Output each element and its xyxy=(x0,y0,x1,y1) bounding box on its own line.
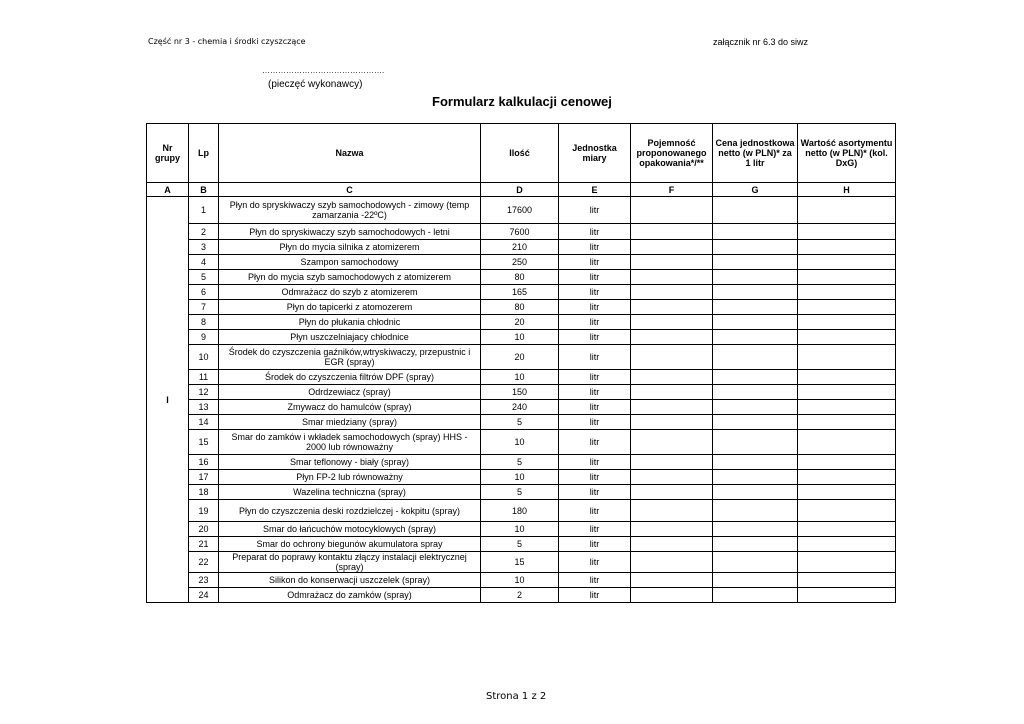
lp-cell: 19 xyxy=(189,500,219,522)
unit-price-cell[interactable] xyxy=(713,470,798,485)
unit-cell: litr xyxy=(559,385,631,400)
qty-cell: 15 xyxy=(481,552,559,573)
lp-cell: 18 xyxy=(189,485,219,500)
table-row xyxy=(147,385,896,400)
value-cell[interactable] xyxy=(798,470,896,485)
group-number-cell: I xyxy=(147,197,189,603)
table-row xyxy=(147,255,896,270)
name-cell: Szampon samochodowy xyxy=(219,255,481,270)
unit-price-cell[interactable] xyxy=(713,370,798,385)
unit-price-cell[interactable] xyxy=(713,522,798,537)
value-cell[interactable] xyxy=(798,485,896,500)
qty-cell: 20 xyxy=(481,345,559,370)
lp-cell: 4 xyxy=(189,255,219,270)
unit-cell: litr xyxy=(559,430,631,455)
unit-cell: litr xyxy=(559,522,631,537)
capacity-cell[interactable] xyxy=(631,270,713,285)
qty-cell: 20 xyxy=(481,315,559,330)
capacity-cell[interactable] xyxy=(631,573,713,588)
name-cell: Odrdzewiacz (spray) xyxy=(219,385,481,400)
capacity-cell[interactable] xyxy=(631,455,713,470)
unit-price-cell[interactable] xyxy=(713,588,798,603)
col-header-lp: Lp xyxy=(189,124,219,183)
table-row xyxy=(147,522,896,537)
lp-cell: 5 xyxy=(189,270,219,285)
lp-cell: 15 xyxy=(189,430,219,455)
name-cell: Zmywacz do hamulców (spray) xyxy=(219,400,481,415)
value-cell[interactable] xyxy=(798,315,896,330)
name-cell: Smar do ochrony biegunów akumulatora spray xyxy=(219,537,481,552)
capacity-cell[interactable] xyxy=(631,430,713,455)
col-header-capacity: Pojemność proponowanego opakowania*/** xyxy=(631,124,713,183)
capacity-cell[interactable] xyxy=(631,537,713,552)
capacity-cell[interactable] xyxy=(631,415,713,430)
lp-cell: 3 xyxy=(189,240,219,255)
unit-cell: litr xyxy=(559,300,631,315)
unit-price-cell[interactable] xyxy=(713,315,798,330)
value-cell[interactable] xyxy=(798,455,896,470)
capacity-cell[interactable] xyxy=(631,345,713,370)
capacity-cell[interactable] xyxy=(631,588,713,603)
capacity-cell[interactable] xyxy=(631,500,713,522)
name-cell: Płyn do płukania chłodnic xyxy=(219,315,481,330)
table-row xyxy=(147,285,896,300)
col-letter: G xyxy=(713,183,798,197)
value-cell[interactable] xyxy=(798,415,896,430)
unit-price-cell[interactable] xyxy=(713,430,798,455)
unit-price-cell[interactable] xyxy=(713,537,798,552)
table-row xyxy=(147,330,896,345)
value-cell[interactable] xyxy=(798,270,896,285)
col-letter: H xyxy=(798,183,896,197)
value-cell[interactable] xyxy=(798,330,896,345)
name-cell: Płyn do mycia silnika z atomizerem xyxy=(219,240,481,255)
table-row xyxy=(147,345,896,370)
name-cell: Płyn do spryskiwaczy szyb samochodowych - letni xyxy=(219,224,481,240)
col-header-unit: Jednostka miary xyxy=(559,124,631,183)
table-row xyxy=(147,485,896,500)
value-cell[interactable] xyxy=(798,255,896,270)
lp-cell: 22 xyxy=(189,552,219,573)
unit-cell: litr xyxy=(559,197,631,224)
value-cell[interactable] xyxy=(798,285,896,300)
lp-cell: 2 xyxy=(189,224,219,240)
capacity-cell[interactable] xyxy=(631,285,713,300)
lp-cell: 14 xyxy=(189,415,219,430)
value-cell[interactable] xyxy=(798,385,896,400)
col-header-group: Nr grupy xyxy=(147,124,189,183)
value-cell[interactable] xyxy=(798,430,896,455)
qty-cell: 80 xyxy=(481,300,559,315)
header-attachment-label: załącznik nr 6.3 do siwz xyxy=(713,37,809,47)
table-row xyxy=(147,573,896,588)
qty-cell: 2 xyxy=(481,588,559,603)
table-row xyxy=(147,270,896,285)
table-row xyxy=(147,537,896,552)
unit-price-cell[interactable] xyxy=(713,345,798,370)
unit-price-cell[interactable] xyxy=(713,552,798,573)
value-cell[interactable] xyxy=(798,300,896,315)
col-letter: D xyxy=(481,183,559,197)
col-letter: E xyxy=(559,183,631,197)
unit-price-cell[interactable] xyxy=(713,400,798,415)
name-cell: Smar do łańcuchów motocyklowych (spray) xyxy=(219,522,481,537)
unit-cell: litr xyxy=(559,345,631,370)
capacity-cell[interactable] xyxy=(631,315,713,330)
stamp-label: (pieczęć wykonawcy) xyxy=(268,79,363,90)
lp-cell: 1 xyxy=(189,197,219,224)
lp-cell: 8 xyxy=(189,315,219,330)
qty-cell: 7600 xyxy=(481,224,559,240)
col-header-price: Cena jednostkowa netto (w PLN)* za 1 litr xyxy=(713,124,798,183)
qty-cell: 240 xyxy=(481,400,559,415)
value-cell[interactable] xyxy=(798,400,896,415)
table-row xyxy=(147,470,896,485)
unit-cell: litr xyxy=(559,315,631,330)
qty-cell: 10 xyxy=(481,522,559,537)
col-header-name: Nazwa xyxy=(219,124,481,183)
qty-cell: 10 xyxy=(481,430,559,455)
capacity-cell[interactable] xyxy=(631,197,713,224)
capacity-cell[interactable] xyxy=(631,485,713,500)
capacity-cell[interactable] xyxy=(631,400,713,415)
value-cell[interactable] xyxy=(798,573,896,588)
col-header-qty: Ilość xyxy=(481,124,559,183)
name-cell: Środek do czyszczenia filtrów DPF (spray) xyxy=(219,370,481,385)
name-cell: Płyn do spryskiwaczy szyb samochodowych - zimowy (temp zamarzania -22ºC) xyxy=(219,197,481,224)
qty-cell: 10 xyxy=(481,573,559,588)
name-cell: Płyn uszczelniajacy chłodnice xyxy=(219,330,481,345)
qty-cell: 10 xyxy=(481,470,559,485)
name-cell: Płyn do mycia szyb samochodowych z atomizerem xyxy=(219,270,481,285)
qty-cell: 250 xyxy=(481,255,559,270)
qty-cell: 80 xyxy=(481,270,559,285)
capacity-cell[interactable] xyxy=(631,240,713,255)
name-cell: Smar teflonowy - biały (spray) xyxy=(219,455,481,470)
unit-cell: litr xyxy=(559,285,631,300)
value-cell[interactable] xyxy=(798,537,896,552)
qty-cell: 5 xyxy=(481,485,559,500)
unit-price-cell[interactable] xyxy=(713,455,798,470)
table-row xyxy=(147,500,896,522)
unit-cell: litr xyxy=(559,415,631,430)
capacity-cell[interactable] xyxy=(631,255,713,270)
unit-price-cell[interactable] xyxy=(713,270,798,285)
capacity-cell[interactable] xyxy=(631,552,713,573)
table-header-row xyxy=(147,124,896,183)
qty-cell: 165 xyxy=(481,285,559,300)
unit-cell: litr xyxy=(559,240,631,255)
unit-cell: litr xyxy=(559,400,631,415)
lp-cell: 21 xyxy=(189,537,219,552)
value-cell[interactable] xyxy=(798,552,896,573)
qty-cell: 150 xyxy=(481,385,559,400)
qty-cell: 5 xyxy=(481,415,559,430)
unit-cell: litr xyxy=(559,455,631,470)
unit-price-cell[interactable] xyxy=(713,330,798,345)
lp-cell: 13 xyxy=(189,400,219,415)
table-row xyxy=(147,552,896,573)
name-cell: Płyn do czyszczenia deski rozdzielczej - kokpitu (spray) xyxy=(219,500,481,522)
qty-cell: 10 xyxy=(481,330,559,345)
lp-cell: 11 xyxy=(189,370,219,385)
table-row xyxy=(147,197,896,224)
name-cell: Płyn do tapicerki z atomozerem xyxy=(219,300,481,315)
page-title: Formularz kalkulacji cenowej xyxy=(432,94,612,109)
column-letters-row xyxy=(147,183,896,197)
value-cell[interactable] xyxy=(798,500,896,522)
name-cell: Smar miedziany (spray) xyxy=(219,415,481,430)
name-cell: Płyn FP-2 lub równoważny xyxy=(219,470,481,485)
unit-cell: litr xyxy=(559,370,631,385)
qty-cell: 5 xyxy=(481,537,559,552)
unit-cell: litr xyxy=(559,537,631,552)
table-row xyxy=(147,224,896,240)
table-body xyxy=(147,197,896,603)
name-cell: Odmrażacz do zamków (spray) xyxy=(219,588,481,603)
unit-price-cell[interactable] xyxy=(713,485,798,500)
table-row xyxy=(147,455,896,470)
lp-cell: 7 xyxy=(189,300,219,315)
unit-cell: litr xyxy=(559,573,631,588)
name-cell: Preparat do poprawy kontaktu złączy instalacji elektrycznej (spray) xyxy=(219,552,481,573)
lp-cell: 9 xyxy=(189,330,219,345)
value-cell[interactable] xyxy=(798,588,896,603)
col-letter: C xyxy=(219,183,481,197)
unit-cell: litr xyxy=(559,270,631,285)
capacity-cell[interactable] xyxy=(631,470,713,485)
unit-cell: litr xyxy=(559,470,631,485)
unit-price-cell[interactable] xyxy=(713,573,798,588)
table-row xyxy=(147,370,896,385)
capacity-cell[interactable] xyxy=(631,385,713,400)
unit-price-cell[interactable] xyxy=(713,197,798,224)
qty-cell: 10 xyxy=(481,370,559,385)
table-row xyxy=(147,588,896,603)
lp-cell: 16 xyxy=(189,455,219,470)
table-row xyxy=(147,300,896,315)
table-row xyxy=(147,415,896,430)
unit-cell: litr xyxy=(559,588,631,603)
unit-price-cell[interactable] xyxy=(713,224,798,240)
value-cell[interactable] xyxy=(798,224,896,240)
calculation-table xyxy=(146,123,896,603)
unit-cell: litr xyxy=(559,500,631,522)
qty-cell: 5 xyxy=(481,455,559,470)
unit-price-cell[interactable] xyxy=(713,415,798,430)
lp-cell: 6 xyxy=(189,285,219,300)
unit-price-cell[interactable] xyxy=(713,300,798,315)
unit-cell: litr xyxy=(559,485,631,500)
capacity-cell[interactable] xyxy=(631,522,713,537)
page-number: Strona 1 z 2 xyxy=(486,691,547,702)
value-cell[interactable] xyxy=(798,240,896,255)
capacity-cell[interactable] xyxy=(631,330,713,345)
col-header-value: Wartość asortymentu netto (w PLN)* (kol. DxG) xyxy=(798,124,896,183)
table-row xyxy=(147,400,896,415)
stamp-dotted-line: ………………………………………. xyxy=(262,66,385,75)
capacity-cell[interactable] xyxy=(631,300,713,315)
table-row xyxy=(147,315,896,330)
col-letter: A xyxy=(147,183,189,197)
unit-price-cell[interactable] xyxy=(713,240,798,255)
unit-price-cell[interactable] xyxy=(713,500,798,522)
unit-price-cell[interactable] xyxy=(713,385,798,400)
capacity-cell[interactable] xyxy=(631,224,713,240)
col-letter: B xyxy=(189,183,219,197)
lp-cell: 17 xyxy=(189,470,219,485)
unit-cell: litr xyxy=(559,255,631,270)
unit-price-cell[interactable] xyxy=(713,255,798,270)
value-cell[interactable] xyxy=(798,197,896,224)
name-cell: Wazelina techniczna (spray) xyxy=(219,485,481,500)
lp-cell: 24 xyxy=(189,588,219,603)
value-cell[interactable] xyxy=(798,522,896,537)
value-cell[interactable] xyxy=(798,345,896,370)
header-part-title: Część nr 3 - chemia i środki czyszczące xyxy=(148,37,306,46)
table-row xyxy=(147,430,896,455)
lp-cell: 20 xyxy=(189,522,219,537)
name-cell: Silikon do konserwacji uszczelek (spray) xyxy=(219,573,481,588)
capacity-cell[interactable] xyxy=(631,370,713,385)
lp-cell: 23 xyxy=(189,573,219,588)
unit-cell: litr xyxy=(559,330,631,345)
name-cell: Środek do czyszczenia gaźników,wtryskiwaczy, przepustnic i EGR (spray) xyxy=(219,345,481,370)
table-row xyxy=(147,240,896,255)
value-cell[interactable] xyxy=(798,370,896,385)
qty-cell: 210 xyxy=(481,240,559,255)
qty-cell: 180 xyxy=(481,500,559,522)
unit-cell: litr xyxy=(559,224,631,240)
name-cell: Smar do zamków i wkładek samochodowych (spray) HHS - 2000 lub równoważny xyxy=(219,430,481,455)
lp-cell: 10 xyxy=(189,345,219,370)
unit-cell: litr xyxy=(559,552,631,573)
col-letter: F xyxy=(631,183,713,197)
qty-cell: 17600 xyxy=(481,197,559,224)
unit-price-cell[interactable] xyxy=(713,285,798,300)
name-cell: Odmrażacz do szyb z atomizerem xyxy=(219,285,481,300)
lp-cell: 12 xyxy=(189,385,219,400)
